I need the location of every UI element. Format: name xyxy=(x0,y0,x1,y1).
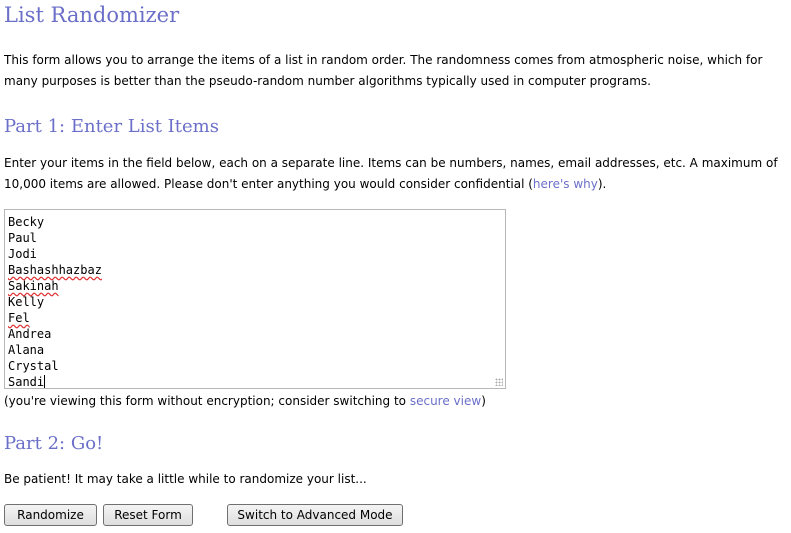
encryption-notice xyxy=(4,391,784,412)
list-items-textarea[interactable] xyxy=(4,209,506,389)
list-item: Paul xyxy=(8,231,37,245)
list-item: Crystal xyxy=(8,359,59,373)
part1-heading: Part 1: Enter List Items xyxy=(4,116,219,137)
resize-grip-icon[interactable] xyxy=(495,378,503,386)
encryption-notice-end: ) xyxy=(481,394,486,408)
list-item-last xyxy=(8,374,505,389)
text-caret xyxy=(44,375,45,388)
secure-view-link[interactable]: secure view xyxy=(409,394,482,408)
page-title: List Randomizer xyxy=(4,3,180,27)
patience-text: Be patient! It may take a little while to randomize your list... xyxy=(4,472,367,486)
list-item-text: Sandi xyxy=(8,375,45,389)
advanced-mode-button[interactable]: Switch to Advanced Mode xyxy=(227,504,403,526)
list-item: Alana xyxy=(8,343,45,357)
list-item: Becky xyxy=(8,215,45,229)
list-item: Jodi xyxy=(8,247,37,261)
randomize-button[interactable]: Randomize xyxy=(4,504,97,526)
part2-heading: Part 2: Go! xyxy=(4,433,104,454)
intro-text: This form allows you to arrange the items of a list in random order. The randomness comes from atmospheric noise, which for many purposes is better than the pseudo-random number algorithms typically used in computer programs. xyxy=(4,53,763,88)
part1-instructions xyxy=(4,153,784,195)
list-item: Bashashhazbaz xyxy=(8,263,102,277)
reset-form-button[interactable]: Reset Form xyxy=(103,504,193,526)
list-item: Fel xyxy=(8,311,30,325)
heres-why-link[interactable]: here's why xyxy=(532,177,598,191)
encryption-notice-text: (you're viewing this form without encryption; consider switching to xyxy=(4,394,410,408)
list-item: Andrea xyxy=(8,327,52,341)
part1-instructions-end: ). xyxy=(597,177,607,191)
part1-instructions-text: Enter your items in the field below, each on a separate line. Items can be numbers, names, email addresses, etc. A maximum of 10,000 items are allowed. Please don't enter anything you would consider confidential ( xyxy=(4,156,778,191)
list-item: Sakinah xyxy=(8,279,59,293)
list-item: Kelly xyxy=(8,295,45,309)
